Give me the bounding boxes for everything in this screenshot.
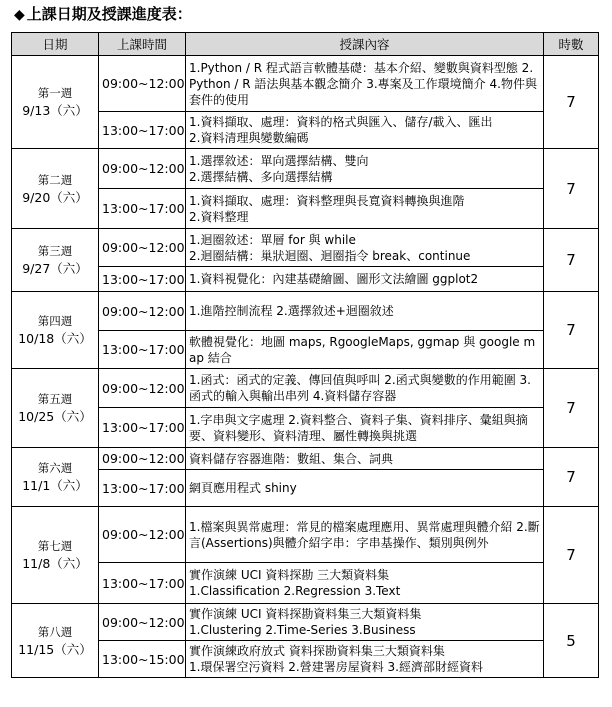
week-cell [12,369,99,448]
session-content [186,369,544,408]
session-content [186,112,544,149]
session-content [186,149,544,189]
header-row [12,33,599,56]
session-time: 09:00~12:00 [99,369,186,408]
content-line: 實作演練 UCI 資料探勘資料集三大類資料集 [189,607,422,621]
session-content [186,331,544,369]
session-time: 09:00~12:00 [99,604,186,641]
table-row [12,56,599,112]
content-line: 資料儲存容器進階：數組、集合、詞典 [189,451,394,466]
session-content [186,641,544,678]
session-content [186,267,544,292]
table-row [12,149,599,189]
week-date: 11/1（六） [22,478,88,493]
week-hours: 5 [544,604,599,678]
session-time: 13:00~17:00 [99,563,186,604]
content-line: 軟體視覺化：地圖 maps, RgoogleMaps, ggmap 與 google map 結合 [189,334,536,365]
header-date: 日期 [12,33,99,56]
week-name: 第四週 [37,314,73,328]
session-content [186,292,544,331]
table-row [12,189,599,229]
week-hours: 7 [544,448,599,507]
table-row [12,641,599,678]
week-cell [12,149,99,229]
content-line: 網頁應用程式 shiny [189,481,297,495]
week-cell [12,604,99,678]
content-line: 1.Classification 2.Regression 3.Text [189,584,401,598]
table-row [12,229,599,267]
diamond-bullet-icon: ◆ [14,7,25,23]
week-hours: 7 [544,292,599,369]
week-date: 11/8（六） [22,556,88,571]
week-cell [12,292,99,369]
content-line: 2.迴圈結構：巢狀迴圈、迴圈指令 break、continue [189,248,471,263]
week-cell [12,56,99,149]
week-name: 第五週 [37,392,73,406]
week-name: 第一週 [37,86,73,100]
session-content [186,56,544,112]
session-time: 13:00~15:00 [99,641,186,678]
content-line: 1.資料視覺化：內建基礎繪圖、圖形文法繪圖 ggplot2 [189,272,479,286]
week-cell [12,229,99,292]
content-line: 2.資料整理 [189,209,249,224]
week-hours: 7 [544,56,599,149]
week-name: 第八週 [37,624,73,639]
week-name: 第三週 [37,244,73,258]
session-content [186,189,544,229]
session-time: 09:00~12:00 [99,507,186,563]
session-content [186,448,544,470]
week-name: 第六週 [37,461,73,475]
session-content [186,408,544,448]
session-content [186,507,544,563]
week-name: 第二週 [37,172,73,187]
content-line: 2.資料清理與變數編碼 [189,131,309,145]
week-date: 10/25（六） [18,409,92,424]
page-title [14,3,192,25]
content-line: 1.資料擷取、處理：資料整理與長寬資料轉換與進階 [189,193,465,208]
content-line: 1.環保署空污資料 2.營建署房屋資料 3.經濟部財經資料 [189,660,483,674]
week-hours: 7 [544,149,599,229]
week-hours: 7 [544,369,599,448]
content-line: 1.檔案與異常處理：常見的檔案處理應用、異常處理與體介紹 2.斷言(Assertions)與體介紹字串：字串基操作、類別與例外 [189,519,540,550]
table-row [12,408,599,448]
session-content [186,470,544,507]
schedule-body [12,56,599,678]
header-hours: 時數 [544,33,599,56]
content-line: 實作演練政府放式 資料探勘資料集三大類資料集 [189,644,445,658]
table-row [12,604,599,641]
session-content [186,229,544,267]
table-row [12,448,599,470]
table-row [12,292,599,331]
content-line: 1.Clustering 2.Time-Series 3.Business [189,623,416,637]
week-date: 9/13（六） [22,103,88,118]
session-time: 09:00~12:00 [99,56,186,112]
session-time: 09:00~12:00 [99,229,186,267]
content-line: 1.迴圈敘述：單層 for 與 while [189,232,356,247]
table-row [12,507,599,563]
session-time: 09:00~12:00 [99,448,186,470]
week-date: 9/20（六） [22,189,88,205]
header-time: 上課時間 [99,33,186,56]
table-row [12,112,599,149]
session-time: 09:00~12:00 [99,149,186,189]
session-time: 09:00~12:00 [99,292,186,331]
week-cell [12,507,99,604]
week-name: 第七週 [37,539,73,553]
session-time: 13:00~17:00 [99,408,186,448]
week-date: 10/18（六） [18,331,92,346]
table-row [12,563,599,604]
table-row [12,369,599,408]
content-line: 1.函式：函式的定義、傳回值與呼叫 2.函式與變數的作用範圍 3.函式的輸入與輸出串列 4.資料儲存容器 [189,373,531,403]
table-row [12,267,599,292]
session-time: 13:00~17:00 [99,331,186,369]
content-line: 1.進階控制流程 2.選擇敘述+迴圈敘述 [189,304,394,318]
week-date: 11/15（六） [18,641,92,657]
schedule-table [11,32,599,678]
session-time: 13:00~17:00 [99,267,186,292]
content-line: 1.選擇敘述：單向選擇結構、雙向 [189,153,369,168]
week-hours: 7 [544,507,599,604]
session-time: 13:00~17:00 [99,189,186,229]
table-row [12,331,599,369]
session-content [186,604,544,641]
content-line: 1.資料擷取、處理：資料的格式與匯入、儲存/載入、匯出 [189,115,493,129]
week-date: 9/27（六） [22,261,88,276]
header-content: 授課內容 [186,33,544,56]
content-line: 1.Python / R 程式語言軟體基礎：基本介紹、變數與資料型態 2.Python / R 語法與基本觀念簡介 3.專案及工作環境簡介 4.物件與套件的使用 [189,60,537,107]
title-text: 上課日期及授課進度表： [26,5,192,23]
session-time: 13:00~17:00 [99,470,186,507]
session-content [186,563,544,604]
session-time: 13:00~17:00 [99,112,186,149]
table-row [12,470,599,507]
content-line: 2.選擇結構、多向選擇結構 [189,169,333,184]
week-hours: 7 [544,229,599,292]
content-line: 1.字串與文字處理 2.資料整合、資料子集、資料排序、彙組與摘要、資料變形、資料清理、屬性轉換與挑選 [189,412,528,443]
week-cell [12,448,99,507]
content-line: 實作演練 UCI 資料探勘 三大類資料集 [189,568,390,582]
